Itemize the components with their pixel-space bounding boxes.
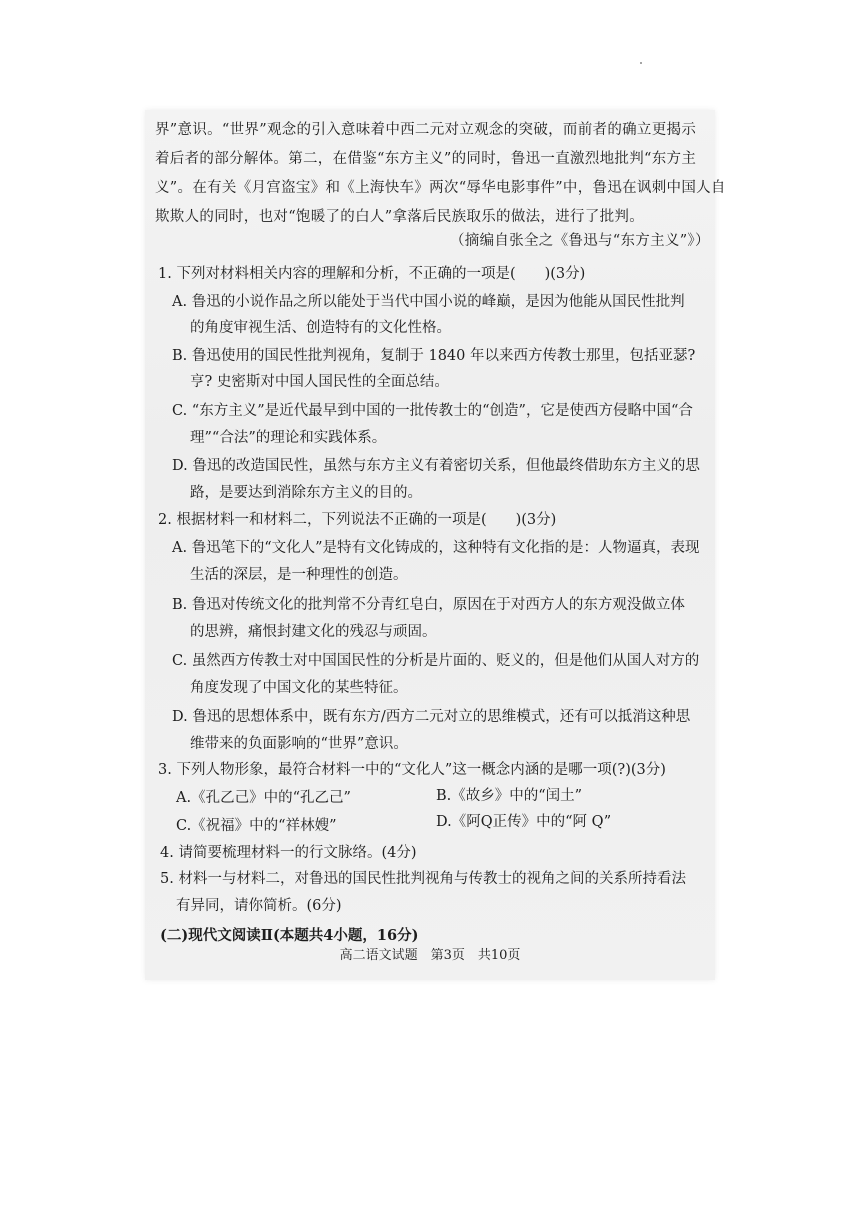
passage-line-4: 欺欺人的同时，也对“饱暖了的白人”拿落后民族取乐的做法，进行了批判。 <box>155 209 645 225</box>
question-1-stem: 1. 下列对材料相关内容的理解和分析，不正确的一项是( )(3分) <box>158 266 586 282</box>
question-3-option-b: B.《故乡》中的“闰土” <box>436 788 583 804</box>
section-heading: (二)现代文阅读Ⅱ(本题共4小题，16分) <box>160 927 419 944</box>
question-1-option-c-line-2: 理”“合法”的理论和实践体系。 <box>190 430 387 446</box>
question-4: 4. 请简要梳理材料一的行文脉络。(4分) <box>160 845 417 861</box>
question-1-option-d-line-2: 路，是要达到消除东方主义的目的。 <box>190 485 422 501</box>
question-5-line-2: 有异同，请你简析。(6分) <box>176 898 342 914</box>
question-2-option-d-line-1: D. 鲁迅的思想体系中，既有东方/西方二元对立的思维模式，还有可以抵消这种思 <box>172 709 691 725</box>
question-1-option-d-line-1: D. 鲁迅的改造国民性，虽然与东方主义有着密切关系，但他最终借助东方主义的思 <box>172 458 700 474</box>
question-2-option-b-line-2: 的思辨，痛恨封建文化的残忍与顽固。 <box>190 624 437 640</box>
question-2-stem: 2. 根据材料一和材料二，下列说法不正确的一项是( )(3分) <box>158 512 557 528</box>
question-5-line-1: 5. 材料一与材料二，对鲁迅的国民性批判视角与传教士的视角之间的关系所持看法 <box>160 871 686 887</box>
question-1-option-c-line-1: C. “东方主义”是近代最早到中国的一批传教士的“创造”，它是使西方侵略中国“合 <box>172 403 693 419</box>
question-2-option-a-line-2: 生活的深层，是一种理性的创造。 <box>190 567 408 583</box>
passage-line-3: 义”。在有关《月宫盗宝》和《上海快车》两次“辱华电影事件”中，鲁迅在讽刺中国人自 <box>155 180 726 196</box>
question-2-option-a-line-1: A. 鲁迅笔下的“文化人”是特有文化铸成的，这种特有文化指的是：人物逼真，表现 <box>172 540 700 556</box>
question-3-option-a: A.《孔乙己》中的“孔乙己” <box>176 790 351 806</box>
question-2-option-c-line-1: C. 虽然西方传教士对中国国民性的分析是片面的、贬义的，但是他们从国人对方的 <box>172 653 700 669</box>
passage-line-2: 着后者的部分解体。第二，在借鉴“东方主义”的同时，鲁迅一直激烈地批判“东方主 <box>155 151 697 167</box>
question-2-option-c-line-2: 角度发现了中国文化的某些特征。 <box>190 680 408 696</box>
question-2-option-d-line-2: 维带来的负面影响的“世界”意识。 <box>190 736 408 752</box>
question-1-option-a-line-2: 的角度审视生活、创造特有的文化性格。 <box>190 320 451 336</box>
question-1-option-b-line-2: 亨? 史密斯对中国人国民性的全面总结。 <box>190 374 449 390</box>
question-3-option-c: C.《祝福》中的“祥林嫂” <box>176 818 337 834</box>
passage-line-1: 界”意识。“世界”观念的引入意味着中西二元对立观念的突破，而前者的确立更揭示 <box>155 122 697 138</box>
question-2-option-b-line-1: B. 鲁迅对传统文化的批判常不分青红皂白，原因在于对西方人的东方观没做立体 <box>172 597 685 613</box>
page-footer: 高二语文试题 第3页 共10页 <box>339 948 521 963</box>
question-1-option-a-line-1: A. 鲁迅的小说作品之所以能处于当代中国小说的峰巅，是因为他能从国民性批判 <box>172 294 685 310</box>
question-3-option-d: D.《阿Q正传》中的“阿 Q” <box>436 814 612 830</box>
question-3-stem: 3. 下列人物形象，最符合材料一中的“文化人”这一概念内涵的是哪一项(?)(3分) <box>158 762 666 778</box>
scan-speck <box>640 62 642 64</box>
question-1-option-b-line-1: B. 鲁迅使用的国民性批判视角，复制于 1840 年以来西方传教士那里，包括亚瑟? <box>172 348 696 364</box>
passage-source: （摘编自张全之《鲁迅与“东方主义”》） <box>450 233 710 249</box>
